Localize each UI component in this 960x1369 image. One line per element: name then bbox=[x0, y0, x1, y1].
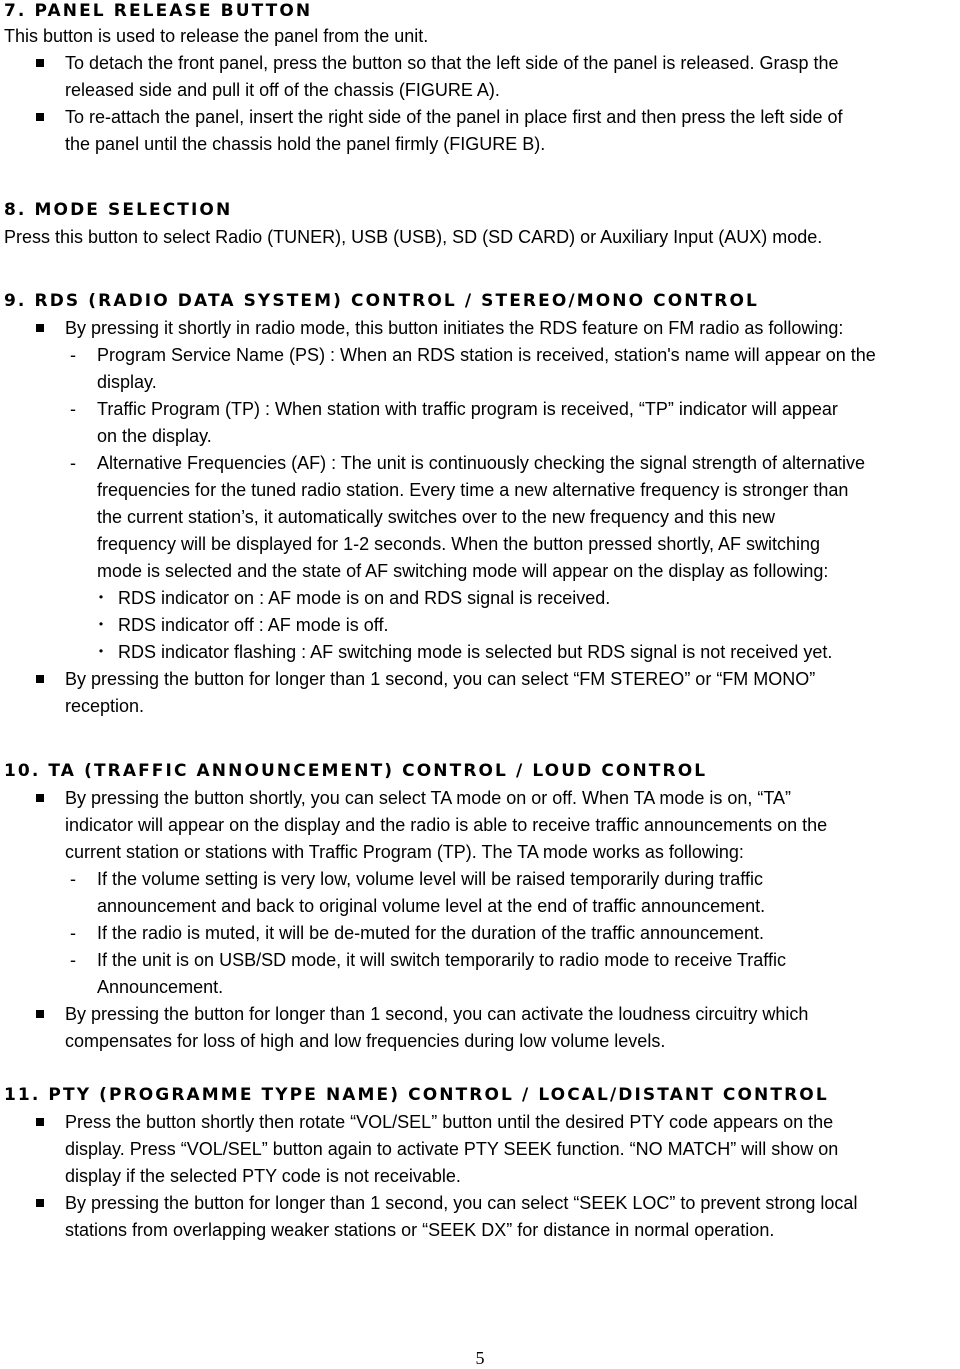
section-11-bullet-2: By pressing the button for longer than 1 second, you can select “SEEK LOC” to prevent strong local stations from overlapping weaker stations or “SEEK DX” for distance in normal operation. bbox=[4, 1190, 857, 1244]
square-bullet-icon bbox=[36, 1118, 44, 1126]
section-11-bullet-1: Press the button shortly then rotate “VOL/SEL” button until the desired PTY code appears on the display. Press “VOL/SEL” button again to activate PTY SEEK function. “NO MATCH” will show on display if the selected PTY code is not receivable. bbox=[4, 1109, 838, 1190]
square-bullet-icon bbox=[36, 59, 44, 67]
section-11-heading: 11. PTY (PROGRAMME TYPE NAME) CONTROL / LOCAL/DISTANT CONTROL bbox=[4, 1085, 829, 1105]
section-9-dot-item-2: ・ RDS indicator off : AF mode is off. bbox=[4, 612, 388, 639]
dash-marker: - bbox=[70, 950, 76, 970]
section-10-dash-item-3: - If the unit is on USB/SD mode, it will switch temporarily to radio mode to receive Traffic Announcement. bbox=[4, 947, 786, 1001]
section-7-bullet-2: To re-attach the panel, insert the right side of the panel in place first and then press the left side of the panel until the chassis hold the panel firmly (FIGURE B). bbox=[4, 104, 842, 158]
section-9-bullet-1: By pressing it shortly in radio mode, this button initiates the RDS feature on FM radio as following: bbox=[4, 315, 843, 342]
page-number: 5 bbox=[475, 1348, 485, 1368]
square-bullet-icon bbox=[36, 324, 44, 332]
dot-marker: ・ bbox=[92, 588, 110, 608]
section-10-bullet-1: By pressing the button shortly, you can select TA mode on or off. When TA mode is on, “TA” indicator will appear on the display and the radio is able to receive traffic announcements on the current station or stations with Traffic Program (TP). The TA mode works as following: bbox=[4, 785, 827, 866]
dot-marker: ・ bbox=[92, 642, 110, 662]
section-8-heading: 8. MODE SELECTION bbox=[4, 200, 233, 220]
section-9-dash-item-3: - Alternative Frequencies (AF) : The unit is continuously checking the signal strength of alternative frequencies for the tuned radio station. Every time a new alternative frequency is stronger than the current station’s, it automatically switches over to the new frequency and this new frequency will be displayed for 1-2 seconds. When the button pressed shortly, AF switching mode is selected and the state of AF switching mode will appear on the display as following: bbox=[4, 450, 865, 585]
dash-marker: - bbox=[70, 399, 76, 419]
square-bullet-icon bbox=[36, 1199, 44, 1207]
section-9-dot-item-3: ・ RDS indicator flashing : AF switching mode is selected but RDS signal is not received yet. bbox=[4, 639, 832, 666]
section-9-bullet-2: By pressing the button for longer than 1 second, you can select “FM STEREO” or “FM MONO” reception. bbox=[4, 666, 815, 720]
section-7-bullet-1: To detach the front panel, press the button so that the left side of the panel is released. Grasp the released side and pull it off of the chassis (FIGURE A). bbox=[4, 50, 839, 104]
section-9-dot-item-1: ・ RDS indicator on : AF mode is on and RDS signal is received. bbox=[4, 585, 610, 612]
square-bullet-icon bbox=[36, 1010, 44, 1018]
dash-marker: - bbox=[70, 869, 76, 889]
dash-marker: - bbox=[70, 345, 76, 365]
section-7-heading: 7. PANEL RELEASE BUTTON bbox=[4, 1, 313, 21]
section-9-dash-item-1: - Program Service Name (PS) : When an RDS station is received, station's name will appear on the display. bbox=[4, 342, 876, 396]
section-10-heading: 10. TA (TRAFFIC ANNOUNCEMENT) CONTROL / LOUD CONTROL bbox=[4, 761, 708, 781]
section-10-dash-item-2: - If the radio is muted, it will be de-muted for the duration of the traffic announcement. bbox=[4, 920, 764, 947]
section-9-dash-item-2: - Traffic Program (TP) : When station with traffic program is received, “TP” indicator will appear on the display. bbox=[4, 396, 838, 450]
section-7-intro: This button is used to release the panel from the unit. bbox=[4, 26, 429, 46]
square-bullet-icon bbox=[36, 675, 44, 683]
section-9-heading: 9. RDS (RADIO DATA SYSTEM) CONTROL / STEREO/MONO CONTROL bbox=[4, 291, 759, 311]
section-8-intro: Press this button to select Radio (TUNER), USB (USB), SD (SD CARD) or Auxiliary Input (AUX) mode. bbox=[4, 227, 823, 247]
dot-marker: ・ bbox=[92, 615, 110, 635]
square-bullet-icon bbox=[36, 113, 44, 121]
square-bullet-icon bbox=[36, 794, 44, 802]
dash-marker: - bbox=[70, 453, 76, 473]
section-10-bullet-2: By pressing the button for longer than 1 second, you can activate the loudness circuitry which compensates for loss of high and low frequencies during low volume levels. bbox=[4, 1001, 808, 1055]
section-10-dash-item-1: - If the volume setting is very low, volume level will be raised temporarily during traffic announcement and back to original volume level at the end of traffic announcement. bbox=[4, 866, 765, 920]
dash-marker: - bbox=[70, 923, 76, 943]
